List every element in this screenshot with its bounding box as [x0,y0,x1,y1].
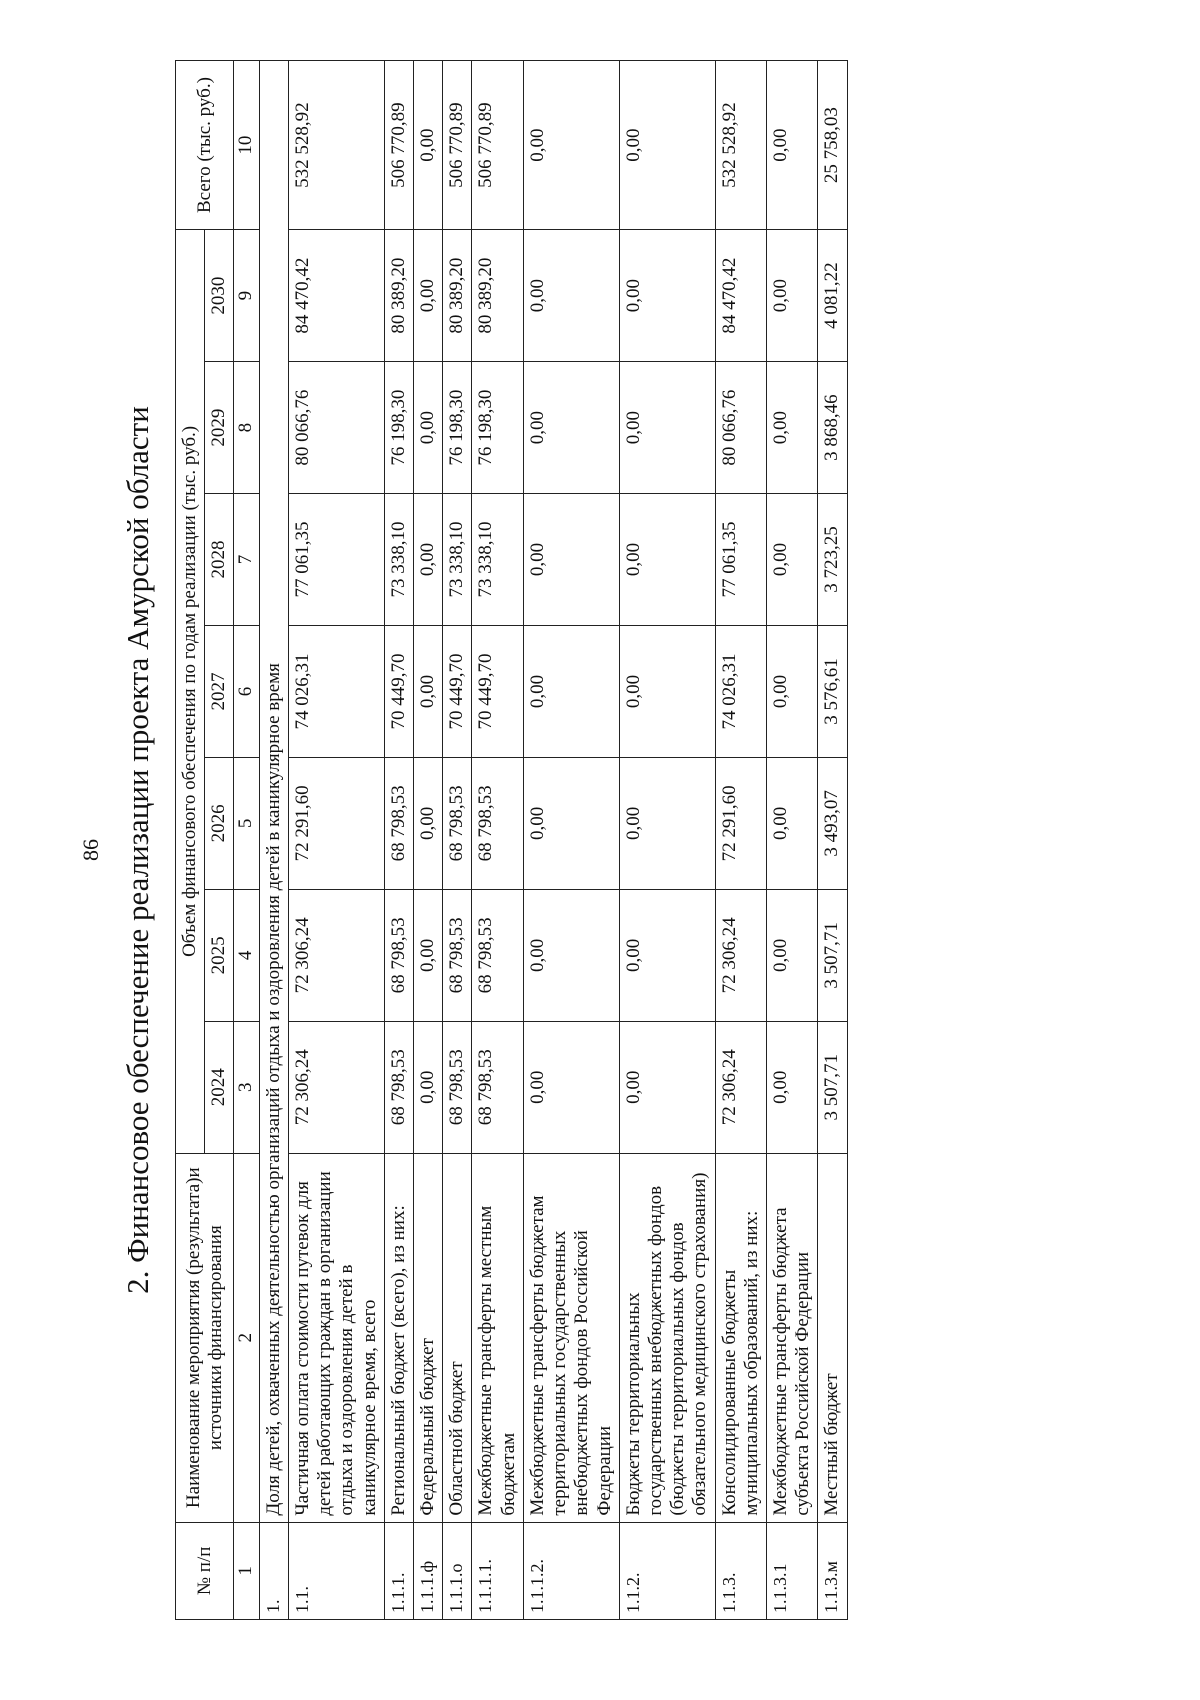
row-value: 68 798,53 [472,1021,523,1153]
row-total: 506 770,89 [443,61,472,230]
row-name: Областной бюджет [443,1153,472,1522]
row-value: 80 389,20 [472,230,523,362]
row-name: Бюджеты территориальных государственных внебюджетных фондов (бюджеты территориальных фондов обязательного медицинского страхования) [619,1153,715,1522]
row-value: 84 470,42 [288,230,384,362]
table-row [523,61,619,1620]
section-num: 1. [259,1522,288,1619]
row-name: Региональный бюджет (всего), из них: [384,1153,413,1522]
row-value: 68 798,53 [384,757,413,889]
table-row [413,61,442,1620]
table-row [715,61,766,1620]
row-total: 25 758,03 [818,61,847,230]
row-name: Частичная оплата стоимости путевок для детей работающих граждан в организации отдыха и оздоровления детей в каникулярное время, всего [288,1153,384,1522]
column-number: 5 [234,757,259,889]
row-name: Местный бюджет [818,1153,847,1522]
row-value: 0,00 [767,230,818,362]
row-value: 0,00 [619,1021,715,1153]
row-value: 0,00 [619,230,715,362]
row-value: 70 449,70 [443,626,472,758]
row-value: 0,00 [523,1021,619,1153]
row-total: 532 528,92 [715,61,766,230]
row-name: Межбюджетные трансферты бюджета субъекта Российской Федерации [767,1153,818,1522]
row-value: 76 198,30 [384,362,413,494]
row-value: 70 449,70 [384,626,413,758]
column-number: 9 [234,230,259,362]
row-num: 1.1.2. [619,1522,715,1619]
column-number: 6 [234,626,259,758]
table-row [288,61,384,1620]
column-number: 10 [234,61,259,230]
row-value: 0,00 [619,889,715,1021]
page-number: 86 [78,839,103,861]
row-value: 73 338,10 [443,494,472,626]
row-num: 1.1.1.о [443,1522,472,1619]
row-name: Федеральный бюджет [413,1153,442,1522]
row-value: 3 868,46 [818,362,847,494]
header-year: 2026 [205,757,234,889]
header-num: № п/п [176,1522,234,1619]
row-value: 0,00 [413,230,442,362]
row-value: 77 061,35 [715,494,766,626]
row-value: 80 066,76 [288,362,384,494]
row-total: 0,00 [619,61,715,230]
table-row [443,61,472,1620]
row-value: 0,00 [413,757,442,889]
row-value: 0,00 [619,626,715,758]
row-num: 1.1.1.ф [413,1522,442,1619]
row-total: 506 770,89 [472,61,523,230]
column-number: 4 [234,889,259,1021]
row-value: 80 066,76 [715,362,766,494]
table-row [619,61,715,1620]
row-num: 1.1.3.м [818,1522,847,1619]
landscape-content [50,60,1150,1640]
section-row [259,61,288,1620]
row-value: 76 198,30 [472,362,523,494]
row-value: 68 798,53 [443,1021,472,1153]
section-title: Доля детей, охваченных деятельностью организаций отдыха и оздоровления детей в каникулярное время [259,61,288,1523]
column-numbers-row [234,61,259,1620]
row-value: 76 198,30 [443,362,472,494]
row-value: 68 798,53 [443,889,472,1021]
row-total: 0,00 [413,61,442,230]
header-year: 2027 [205,626,234,758]
row-value: 0,00 [767,1021,818,1153]
row-value: 0,00 [523,494,619,626]
row-value: 0,00 [413,494,442,626]
row-value: 3 507,71 [818,1021,847,1153]
column-number: 7 [234,494,259,626]
row-value: 0,00 [413,1021,442,1153]
row-value: 68 798,53 [384,889,413,1021]
header-volume: Объем финансового обеспечения по годам реализации (тыс. руб.) [176,230,205,1154]
row-total: 0,00 [523,61,619,230]
financing-table [175,60,848,1620]
row-value: 3 723,25 [818,494,847,626]
row-value: 0,00 [767,757,818,889]
row-value: 68 798,53 [443,757,472,889]
row-value: 0,00 [619,757,715,889]
row-value: 74 026,31 [715,626,766,758]
row-value: 73 338,10 [384,494,413,626]
row-value: 72 306,24 [288,1021,384,1153]
header-year: 2030 [205,230,234,362]
row-value: 3 576,61 [818,626,847,758]
header-year: 2029 [205,362,234,494]
row-total: 0,00 [767,61,818,230]
row-value: 0,00 [767,626,818,758]
row-num: 1.1.3. [715,1522,766,1619]
row-value: 0,00 [767,494,818,626]
row-value: 80 389,20 [384,230,413,362]
column-number: 3 [234,1021,259,1153]
row-value: 68 798,53 [472,757,523,889]
row-num: 1.1.1.2. [523,1522,619,1619]
table-row [767,61,818,1620]
row-value: 68 798,53 [384,1021,413,1153]
row-value: 80 389,20 [443,230,472,362]
row-name: Межбюджетные трансферты бюджетам территориальных государственных внебюджетных фондов Российской Федерации [523,1153,619,1522]
row-value: 4 081,22 [818,230,847,362]
row-name: Консолидированные бюджеты муниципальных образований, из них: [715,1153,766,1522]
row-value: 73 338,10 [472,494,523,626]
row-value: 0,00 [413,889,442,1021]
row-name: Межбюджетные трансферты местным бюджетам [472,1153,523,1522]
row-num: 1.1.1.1. [472,1522,523,1619]
table-row [472,61,523,1620]
row-value: 72 306,24 [288,889,384,1021]
table-row [384,61,413,1620]
row-value: 74 026,31 [288,626,384,758]
row-value: 70 449,70 [472,626,523,758]
table-row [818,61,847,1620]
row-value: 72 291,60 [715,757,766,889]
header-name: Наименование мероприятия (результата)и источники финансирования [176,1153,234,1522]
column-number: 1 [234,1522,259,1619]
header-year: 2025 [205,889,234,1021]
row-num: 1.1.3.1 [767,1522,818,1619]
row-value: 0,00 [619,494,715,626]
row-value: 0,00 [523,230,619,362]
row-total: 506 770,89 [384,61,413,230]
header-year: 2028 [205,494,234,626]
row-value: 0,00 [523,757,619,889]
row-value: 0,00 [413,626,442,758]
column-number: 8 [234,362,259,494]
document-title: 2. Финансовое обеспечение реализации проекта Амурской области [120,406,155,1294]
row-value: 0,00 [767,889,818,1021]
row-value: 68 798,53 [472,889,523,1021]
row-value: 77 061,35 [288,494,384,626]
row-total: 532 528,92 [288,61,384,230]
row-value: 3 507,71 [818,889,847,1021]
column-number: 2 [234,1153,259,1522]
row-value: 0,00 [523,362,619,494]
row-value: 84 470,42 [715,230,766,362]
row-value: 0,00 [523,889,619,1021]
row-value: 0,00 [767,362,818,494]
header-row-1 [176,61,205,1620]
row-value: 72 306,24 [715,1021,766,1153]
row-num: 1.1.1. [384,1522,413,1619]
row-value: 0,00 [523,626,619,758]
header-year: 2024 [205,1021,234,1153]
row-value: 3 493,07 [818,757,847,889]
row-value: 0,00 [413,362,442,494]
row-value: 72 306,24 [715,889,766,1021]
row-value: 72 291,60 [288,757,384,889]
header-total: Всего (тыс. руб.) [176,61,234,230]
row-num: 1.1. [288,1522,384,1619]
row-value: 0,00 [619,362,715,494]
